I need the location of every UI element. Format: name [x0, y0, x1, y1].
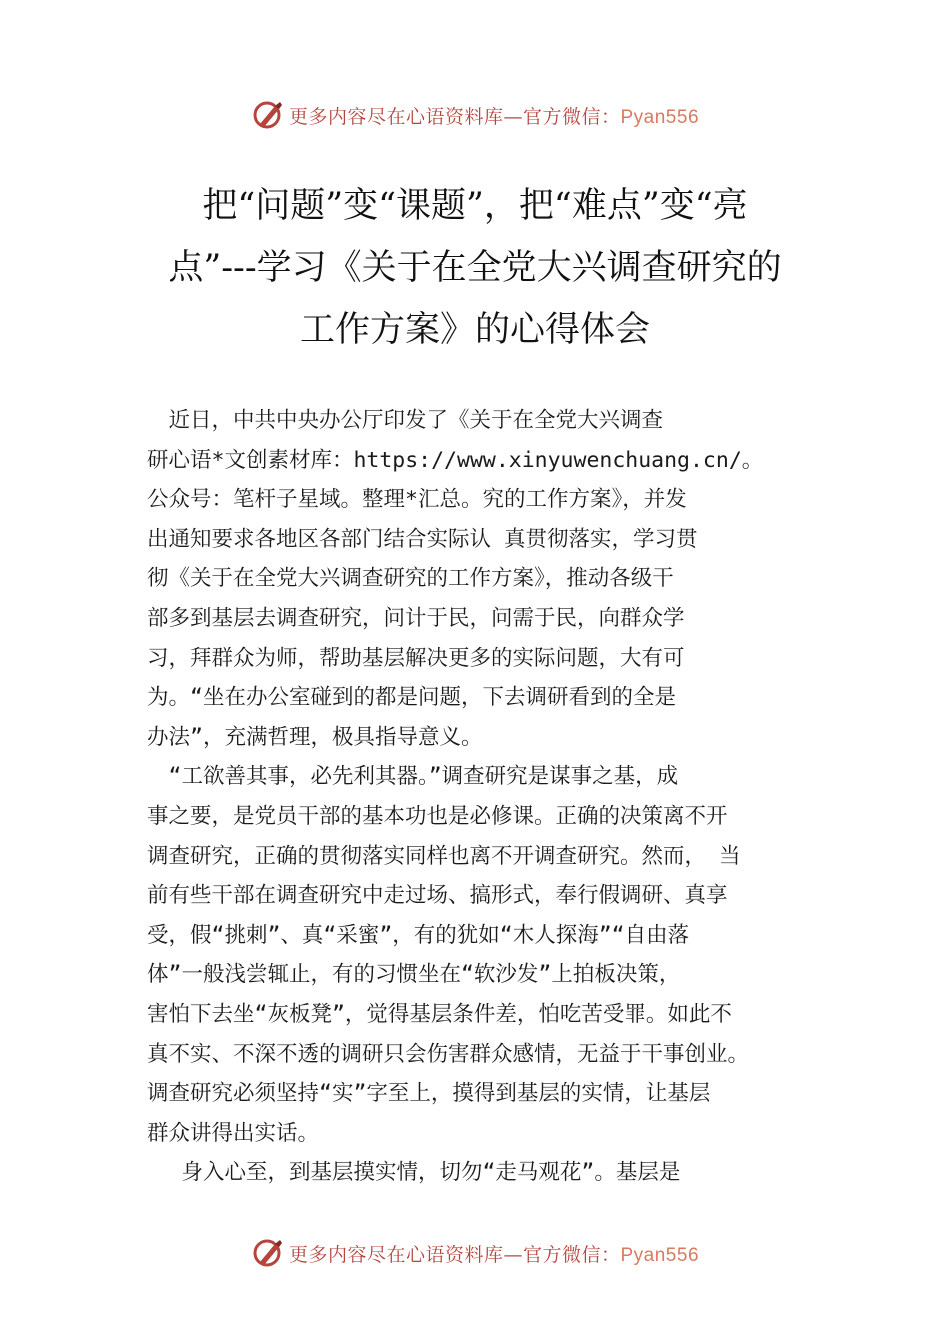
body-line: 为。“坐在办公室碰到的都是问题，下去调研看到的全是: [147, 685, 676, 711]
watermark-text: [289, 1240, 699, 1267]
body-line: 近日，中共中央办公厅印发了《关于在全党大兴调查: [147, 408, 664, 433]
body-line: 公众号：笔杆子星域。整理*汇总。究的工作方案》，并发: [147, 487, 687, 513]
body-line: 体”一般浅尝辄止，有的习惯坐在“软沙发”上拍板决策，: [147, 962, 681, 988]
watermark-text: [289, 102, 699, 129]
watermark-account: Pyan556: [620, 106, 700, 128]
body-line: 彻《关于在全党大兴调查研究的工作方案》，推动各级干: [147, 566, 674, 592]
body-line: “工欲善其事，必先利其器。”调查研究是谋事之基，成: [147, 764, 679, 790]
watermark-label: 更多内容尽在心语资料库—官方微信：: [288, 1243, 621, 1266]
body-line: 害怕下去坐“灰板凳”，觉得基层条件差，怕吃苦受罪。如此不: [147, 1001, 732, 1027]
title-line: 点”---学习《关于在全党大兴调查研究的: [168, 248, 782, 288]
body-line: 真不实、不深不透的调研只会伤害群众感情，无益于干事创业。: [147, 1041, 750, 1067]
body-line: 出通知要求各地区各部门结合实际认 真贯彻落实，学习贯: [147, 526, 698, 552]
pen-logo-icon: [251, 1236, 285, 1270]
watermark-account: Pyan556: [620, 1244, 700, 1266]
body-line: 部多到基层去调查研究，问计于民，问需于民，向群众学: [147, 605, 685, 631]
body-line: 习，拜群众为师，帮助基层解决更多的实际问题，大有可: [147, 645, 685, 671]
body-line: 群众讲得出实话。: [147, 1120, 320, 1146]
body-line: 调查研究必须坚持“实”字至上，摸得到基层的实情，让基层: [147, 1081, 711, 1107]
title-line: 把“问题”变“课题”，把“难点”变“亮: [202, 186, 748, 226]
body-line: 调查研究，正确的贯彻落实同样也离不开调查研究。然而， 当: [147, 843, 741, 869]
body-line: 事之要，是党员干部的基本功也是必修课。正确的决策离不开: [147, 803, 728, 829]
pen-logo-icon: [251, 98, 285, 132]
body-line: 受，假“挑刺”、真“采蜜”，有的犹如“木人探海”“自由落: [147, 922, 690, 948]
body-line: 前有些干部在调查研究中走过场、搞形式，奉行假调研、真享: [147, 883, 728, 909]
body-line: 办法”，充满哲理，极具指导意义。: [147, 724, 483, 750]
body-line: 研心语*文创素材库：https://www.xinyuwenchuang.cn/。: [147, 447, 764, 473]
watermark-banner-top: [0, 95, 950, 135]
watermark-label: 更多内容尽在心语资料库—官方微信：: [288, 105, 621, 128]
watermark-banner-bottom: [0, 1233, 950, 1273]
title-line: 工作方案》的心得体会: [299, 310, 650, 350]
body-line: 身入心至，到基层摸实情，切勿“走马观花”。基层是: [147, 1160, 681, 1186]
document-body: [147, 401, 819, 1193]
document-title: [140, 175, 810, 361]
